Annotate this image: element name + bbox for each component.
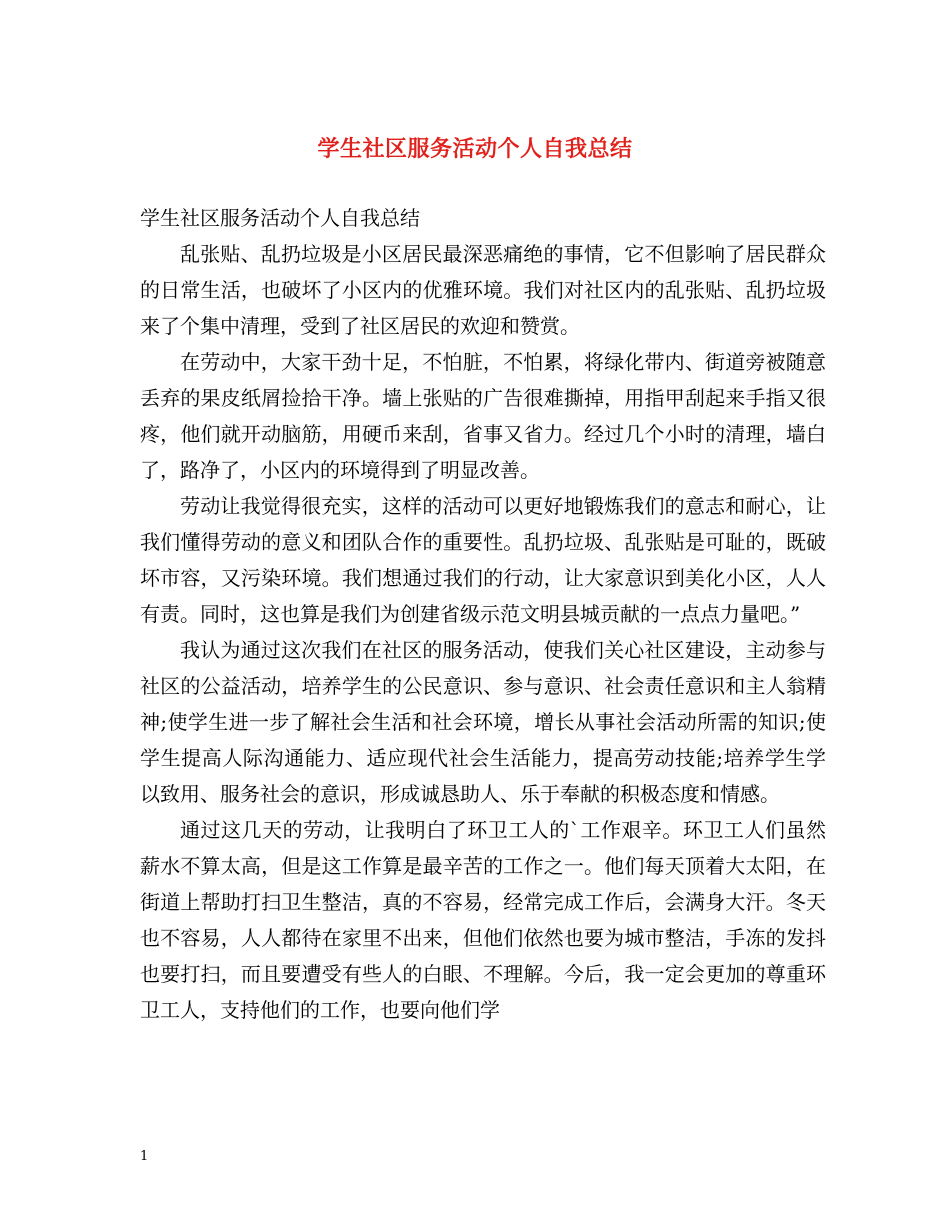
- paragraph: 劳动让我觉得很充实，这样的活动可以更好地锻炼我们的意志和耐心，让我们懂得劳动的意义和团队合作的重要性。乱扔垃圾、乱张贴是可耻的，既破坏市容，又污染环境。我们想通过我们的行动，让大家意识到美化小区，人人有责。同时，这也算是我们为创建省级示范文明县城贡献的一点点力量吧。”: [140, 494, 826, 626]
- body-heading: 学生社区服务活动个人自我总结: [140, 206, 420, 230]
- page-number: 1: [140, 1149, 149, 1164]
- paragraph: 在劳动中，大家干劲十足，不怕脏，不怕累，将绿化带内、街道旁被随意丢弃的果皮纸屑捡拾干净。墙上张贴的广告很难撕掉，用指甲刮起来手指又很疼，他们就开动脑筋，用硬币来刮，省事又省力。经过几个小时的清理，墙白了，路净了，小区内的环境得到了明显改善。: [140, 350, 826, 482]
- paragraph: 我认为通过这次我们在社区的服务活动，使我们关心社区建设，主动参与社区的公益活动，培养学生的公民意识、参与意识、社会责任意识和主人翁精神;使学生进一步了解社会生活和社会环境，增长从事社会活动所需的知识;使学生提高人际沟通能力、适应现代社会生活能力，提高劳动技能;培养学生学以致用、服务社会的意识，形成诚恳助人、乐于奉献的积极态度和情感。: [140, 638, 826, 806]
- document-body: [140, 200, 826, 1028]
- paragraph: 乱张贴、乱扔垃圾是小区居民最深恶痛绝的事情，它不但影响了居民群众的日常生活，也破坏了小区内的优雅环境。我们对社区内的乱张贴、乱扔垃圾来了个集中清理，受到了社区居民的欢迎和赞赏。: [140, 242, 826, 338]
- document-title: 学生社区服务活动个人自我总结: [317, 136, 633, 162]
- paragraph: 通过这几天的劳动，让我明白了环卫工人的`工作艰辛。环卫工人们虽然薪水不算太高，但是这工作算是最辛苦的工作之一。他们每天顶着大太阳，在街道上帮助打扫卫生整洁，真的不容易，经常完成工作后，会满身大汗。冬天也不容易，人人都待在家里不出来，但他们依然也要为城市整洁，手冻的发抖也要打扫，而且要遭受有些人的白眼、不理解。今后，我一定会更加的尊重环卫工人，支持他们的工作，也要向他们学: [140, 818, 826, 1022]
